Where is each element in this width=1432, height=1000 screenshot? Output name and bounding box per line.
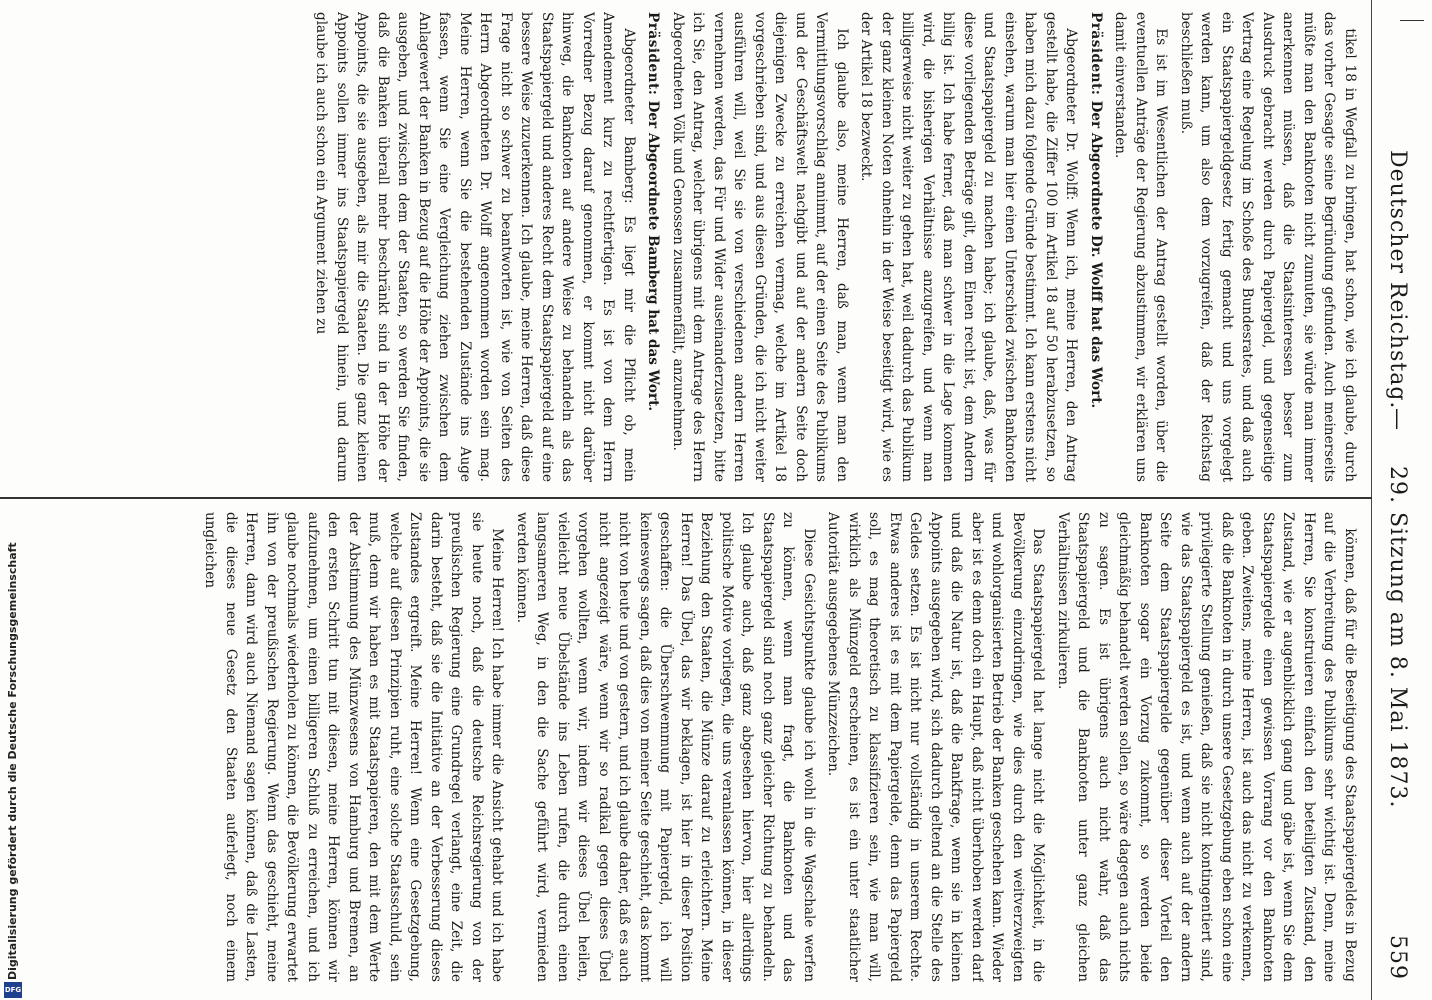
body-paragraph: tikel 18 in Wegfall zu bringen, hat schon, wie ich glaube, durch das vorher Gesagte seine Begründung gefunden. Auch meinerseits müßte man den Banknoten nicht zumuten, sie würde man immer anerkennen müssen, daß die Staatsinteressen besser zum Ausdruck gebracht werden durch Papiergeld, und gegenseitige Vertrag eine Regelung im Schoße des Bundesrates, und daß auch ein Staatspapiergeldgesetz fertig gemacht und uns vorgelegt werden kann, um also dem vorzugreifen, daß der Reichstag beschließen muß.	[1178, 12, 1358, 482]
speaker-text: Der Abgeordnete Bamberg hat das Wort.	[645, 100, 662, 412]
dfg-logo: DFG	[4, 982, 22, 998]
right-column	[10, 512, 1360, 982]
header-dash: —	[1385, 408, 1410, 431]
speaker-paragraph	[643, 12, 664, 482]
body-paragraph: Meine Herren! Ich habe immer die Ansicht gehabt und ich habe sie heute noch, daß die deutsche Reichsregierung von der preußischen Regierung eine Grundregel verlangt, eine Zeit, die darin besteht, daß sie die Initiative an der Verbesserung dieses Zustandes ergreift. Meine Herren! Wenn eine Gesetzgebung, welche auf diesen Prinzipien ruht, eine solche Staatsschuld, sein muß, denn wir haben es mit Staatspapieren, den mit dem Werte der Abstimmung des Münzwesens von Hamburg und Bremen, an den ersten Schritt tun mit diesen, meine Herren, können wir aufzunehmen, um einen billigeren Schluß zu erreichen, und ich glaube nochmals wiederholen zu können, die Bevölkerung erwartet ihn von der preußischen Regierung. Wenn das geschieht, meine Herren, dann wird auch Niemand sagen können, daß die Lasten, die dieses neue Gesetz den Staaten auferlegt, noch einem ungleichen	[202, 512, 506, 982]
speaker-label: Präsident:	[1088, 12, 1104, 101]
publication-title: Deutscher Reichstag.	[1385, 150, 1410, 410]
body-paragraph: Abgeordneter Bamberg: Es liegt mir die Pflicht ob, mein Amendement kurz zu rechtfertigen. Es ist von dem Herrn Vorredner Bezug darauf genommen, er kommt nicht darüber hinweg, die Banknoten auf andere Weise zu behandeln als das Staatspapiergeld und anderes Recht dem Staatspapiergeld auf eine bessere Weise zuzuerkennen. Ich glaube, meine Herren, daß diese Frage nicht so schwer zu beantworten ist, wie von Seiten des Herrn Abgeordneten Dr. Wolff angenommen worden sein mag. Meine Herren, wenn Sie die bestehenden Zustände ins Auge fassen, wenn Sie eine Vergleichung ziehen zwischen dem Anlagewert der Banken in Bezug auf die Höhe der Appoints, die sie ausgeben, und zwischen dem der Staaten, so werden Sie finden, daß die Banken überall mehr beschränkt sind in der Höhe der Appoints, die sie ausgeben, als mir die Staaten. Die ganz kleinen Appoints sollen immer ins Staatspapiergeld hinein, und darum glaube ich auch schon ein Argument ziehen zu	[313, 12, 637, 482]
speaker-label: Präsident:	[645, 12, 662, 101]
digitization-credit: Digitalisierung gefördert durch die Deutsche Forschungsgemeinschaft	[6, 542, 19, 980]
body-paragraph: können, daß für die Beseitigung des Staatspapiergeldes in Bezug auf die Verbreitung des Publikums sehr wichtig ist. Denn, meine Herren, Sie konstruieren einfach den beteiligten Zustand, den Zustand, wie er augenblicklich gang und gäbe ist, wenn Sie dem Staatspapiergelde einen gewissen Vorrang vor den Banknoten geben. Zweitens, meine Herren, ist auch das nicht zu verkennen, daß die Banknoten in durch unsere Gesetzgebung eben schon eine privilegierte Stellung genießen, daß sie nicht kontingentiert sind, wie das Staatspapiergeld es ist, und wenn auch auf der andern Seite dem Staatspapiergelde gegenüber dieser Vorteil den Banknoten sogar ein Vorzug zukommt, so werden beide gleichmäßig behandelt werden sollen, so wäre dagegen auch nichts zu sagen. Es ist übrigens auch nicht wahr, daß das Staatspapiergeld und die Banknoten unter ganz gleichen Verhältnissen zirkulieren.	[1055, 512, 1358, 982]
body-paragraph: Diese Gesichtspunkte glaube ich wohl in die Wagschale werfen zu können, wenn man fragt, die Banknoten und das Staatspapiergeld sind noch ganz gleicher Richtung zu behandeln. Ich glaube auch, daß ganz abgesehen hiervon, hier allerdings politische Motive vorliegen, die uns veranlassen können, in dieser Beziehung den Staaten, die Münze darauf zu erleichtern. Meine Herren! Das Übel, das wir beklagen, ist hier in dieser Position geschaffen: die Überschwemmung mit Papiergeld, ich will keineswegs sagen, daß dies von meiner Seite geschieht, das kommt nicht von heute und von gestern, und ich glaube daher, daß es auch nicht angezeigt wäre, wenn wir so radikal gegen dieses Übel vorgehen wollten, wenn wir, indem wir dieses Übel heilen, vielleicht neue Übelstände ins Leben rufen, die durch einen langsameren Weg, in den die Sache geführt wird, vermieden werden können.	[514, 512, 817, 982]
sidebar-credit	[0, 0, 30, 1000]
body-paragraph: Das Staatspapiergeld hat lange nicht die Möglichkeit, in die Bevölkerung einzudringen, wie dies durch den weitverzweigten und wohlorganisierten Betrieb der Banken geschehen kann. Wieder aber ist es denn doch ein Haupt, daß nicht überhoben werden darf und daß die Natur ist, daß die Bankfrage, wenn sie in kleinen Appoints ausgegeben wird, sich dadurch geltend an die Stelle des Geldes setzen. Es ist nicht nur vollständig in unserem Rechte. Etwas anderes ist es mit dem Papiergelde, denn das Papiergeld soll, es mag theoretisch zu klassifizieren sein, wie man will, wirklich als Münzgeld erscheinen, es ist ein unter staatlicher Autorität ausgegebenes Münzzeichen.	[825, 512, 1047, 982]
speaker-text: Der Abgeordnete Dr. Wolff hat das Wort.	[1088, 100, 1104, 409]
body-paragraph: Abgeordneter Dr. Wolff: Wenn ich, meine Herren, den Antrag gestellt habe, die Ziffer 100 im Artikel 18 auf 50 herabzusetzen, so haben mich dazu folgende Gründe bestimmt. Ich kann erstens nicht einsehen, warum man hier einen Unterschied zwischen Banknoten und Staatspapiergeld zu machen habe; ich glaube, daß, was für diese vorliegenden Beträge gilt, dem Einen recht ist, dem Andern billig ist. Ich habe ferner, daß man schwer in die Lage kommen wird, die bisherigen Verhältnisse anzugreifen, und wenn man billigerweise nicht weiter zu gehen hat, weil dadurch das Publikum der ganz kleinen Noten ohnehin in der Weise beseitigt wird, wie es der Artikel 18 bezweckt.	[858, 12, 1080, 482]
speaker-paragraph	[1086, 12, 1107, 482]
body-paragraph: Ich glaube also, meine Herren, daß man, wenn man den Vermittlungsvorschlag annimmt, auf der einen Seite des Publikums und der Geschäftswelt nachgibt und auf der andern Seite doch diejenigen Zwecke zu erreichen vermag, welche im Artikel 18 vorgeschrieben sind, und aus diesen Gründen, die ich nicht weiter ausführen will, weil Sie sie von verschiedenen andern Herren vernehmen werden, das Für und Wider auseinanderzusetzen, bitte ich Sie, den Antrag, welcher übrigens mit dem Antrage des Herrn Abgeordneten Völk und Genossen zusammenfällt, anzunehmen.	[670, 12, 850, 482]
page-number: 559	[1385, 935, 1410, 980]
column-divider	[0, 497, 1372, 499]
page-header	[1374, 20, 1418, 980]
left-column	[10, 12, 1360, 482]
body-paragraph: Es ist im Wesentlichen der Antrag gestellt worden, über die eventuellen Anträge der Regierung abzustimmen, wir erklären uns damit einverstanden.	[1112, 12, 1170, 482]
session-title: 29. Sitzung am 8. Mai 1873.	[1385, 466, 1410, 809]
header-rule	[1371, 0, 1372, 1000]
